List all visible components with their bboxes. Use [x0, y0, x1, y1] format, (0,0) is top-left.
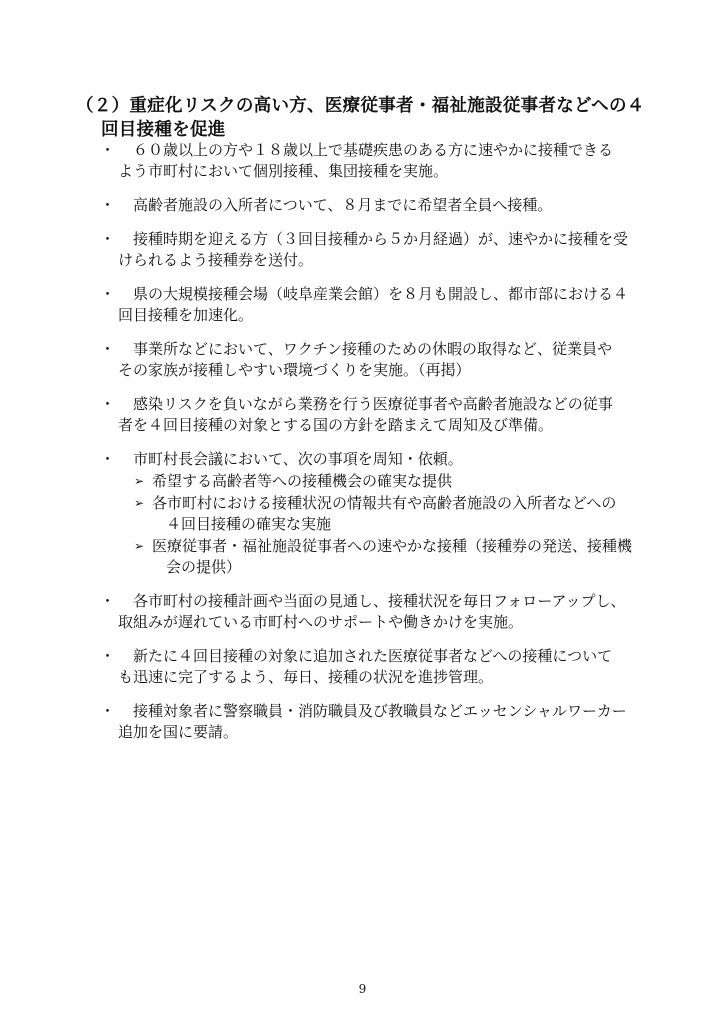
section-heading [76, 94, 676, 142]
list-item-text: ６０歳以上の方や１８歳以上で基礎疾患のある方に速やかに接種できる [118, 141, 614, 159]
list-item [100, 591, 675, 633]
sub-list-item [118, 536, 675, 578]
bullet-marker: ・ [100, 340, 116, 358]
list-item [100, 646, 675, 688]
list-item-text: 感染リスクを負いながら業務を行う医療従事者や高齢者施設などの従事 [118, 395, 613, 413]
list-item [100, 140, 675, 182]
sub-list-item [118, 471, 675, 492]
list-item-text: けられるよう接種券を送付。 [118, 251, 314, 269]
list-item-text: 各市町村の接種計画や当面の見通し、接種状況を毎日フォローアップし、 [118, 592, 626, 610]
list-item [100, 449, 675, 578]
sub-list-item-text: 希望する高齢者等への接種機会の確実な提供 [152, 472, 453, 490]
list-item-text: その家族が接種しやすい環境づくりを実施。（再掲） [118, 361, 471, 379]
sub-list-item-text: 医療従事者・福祉施設従事者への速やかな接種（接種券の発送、接種機 [152, 537, 633, 555]
list-item-text: よう市町村において個別接種、集団接種を実施。 [118, 162, 449, 180]
list-item-text: 接種対象者に警察職員・消防職員及び教職員などエッセンシャルワーカー [118, 702, 627, 720]
list-item-text: 県の大規模接種会場（岐阜産業会館）を８月も開設し、都市部における４ [118, 285, 629, 303]
list-item [100, 284, 675, 326]
bullet-marker: ・ [100, 141, 116, 159]
sub-list-item-text: 各市町村における接種状況の情報共有や高齢者施設の入所者などへの [152, 494, 617, 512]
list-item-text: 追加を国に要請。 [118, 723, 239, 741]
sub-list-item-text: ４回目接種の確実な実施 [166, 515, 332, 533]
sub-list-item [118, 493, 675, 535]
list-item [100, 229, 675, 271]
section-heading-line-2: 回目接種を促進 [101, 120, 226, 140]
page-number: 9 [358, 982, 367, 996]
list-item-text: 者を４回目接種の対象とする国の方針を踏まえて周知及び準備。 [118, 416, 554, 434]
list-item-text: 接種時期を迎える方（３回目接種から５か月経過）が、速やかに接種を受 [118, 230, 629, 248]
list-item-text: 高齢者施設の入所者について、８月までに希望者全員へ接種。 [118, 196, 553, 214]
list-item [100, 339, 675, 381]
list-item [100, 701, 675, 743]
list-item [100, 195, 675, 216]
bullet-marker: ・ [100, 450, 116, 468]
list-item-text: も迅速に完了するよう、毎日、接種の状況を進捗管理。 [118, 668, 494, 686]
section-heading-line-1: （２）重症化リスクの高い方、医療従事者・福祉施設従事者などへの４ [76, 96, 645, 116]
list-item-text: 市町村長会議において、次の事項を周知・依頼。 [118, 450, 463, 468]
list-item-text: 取組みが遅れている市町村へのサポートや働きかけを実施。 [118, 613, 524, 631]
list-item-text: 回目接種を加速化。 [118, 306, 254, 324]
arrow-bullet-icon: ➢ [134, 474, 145, 488]
bullet-marker: ・ [100, 285, 116, 303]
list-item-text: 新たに４回目接種の対象に追加された医療従事者などへの接種について [118, 647, 613, 665]
sub-list-item-text: 会の提供） [166, 558, 242, 576]
bullet-marker: ・ [100, 592, 116, 610]
bullet-marker: ・ [100, 230, 116, 248]
list-item [100, 394, 675, 436]
bullet-marker: ・ [100, 702, 116, 720]
bullet-marker: ・ [100, 196, 116, 214]
bullet-marker: ・ [100, 395, 116, 413]
bullet-list [100, 140, 675, 756]
list-item-text: 事業所などにおいて、ワクチン接種のための休暇の取得など、従業員や [118, 340, 612, 358]
bullet-marker: ・ [100, 647, 116, 665]
arrow-bullet-icon: ➢ [134, 496, 145, 510]
arrow-bullet-icon: ➢ [134, 539, 145, 553]
